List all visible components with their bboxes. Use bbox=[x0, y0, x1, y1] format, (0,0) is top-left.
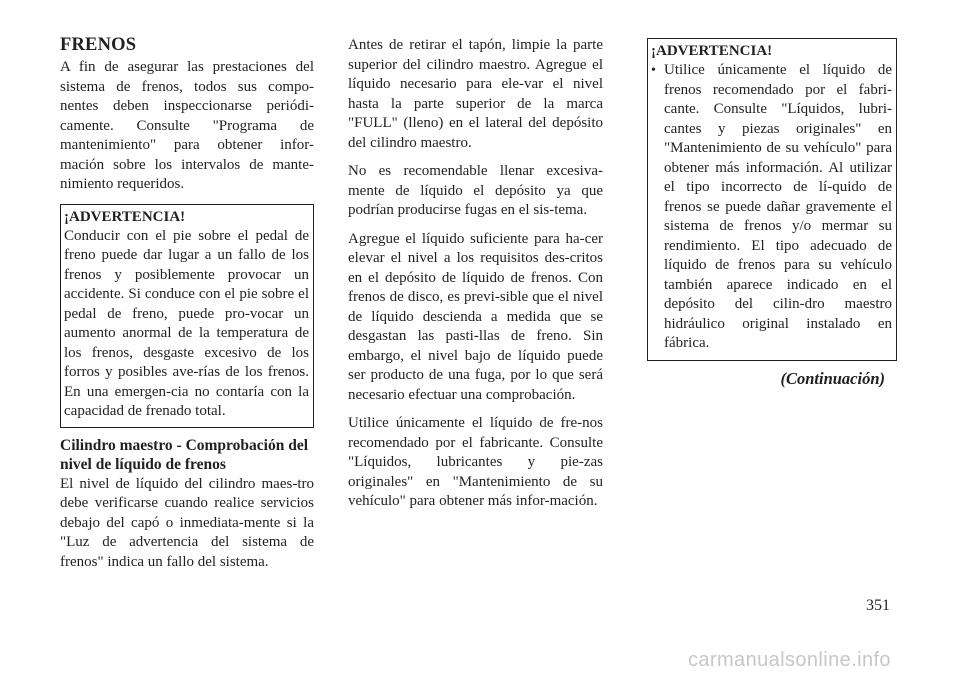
warning-bullet-item bbox=[651, 61, 892, 354]
continuation-label: (Continuación) bbox=[780, 368, 885, 388]
warning-box bbox=[60, 204, 314, 428]
left-column bbox=[60, 34, 314, 581]
intro-paragraph: A fin de asegurar las prestaciones del sistema de frenos, todos sus compo-nentes deben inspeccionarse periódi-camente. Consulte "Programa de mantenimiento" para obtener infor-mación sobre los intervalos de mante-nimiento requeridos. bbox=[60, 59, 314, 192]
warning-text: Conducir con el pie sobre el pedal de freno puede dar lugar a un fallo de los frenos y posiblemente provocar un accidente. Si conduce con el pie sobre el pedal de freno, puede pro-vocar un aumento anormal de la temperatura de los frenos, desgaste excesivo de los forros y posibles ave-rías de los frenos. En una emergen-cia no contaría con la capacidad de frenado total. bbox=[64, 227, 309, 419]
paragraph-recommended-fluid: Utilice únicamente el líquido de fre-nos recomendado por el fabricante. Consulte "Líquidos, lubricantes y pie-zas originales" en "Mantenimiento de su vehículo" para obtener más infor-mación. bbox=[348, 415, 603, 509]
warning-box bbox=[647, 38, 897, 361]
middle-column bbox=[348, 36, 603, 521]
master-cylinder-paragraph: El nivel de líquido del cilindro maes-tro debe verificarse cuando realice servicios debajo del capó o inmediata-mente si la "Luz de advertencia del sistema de frenos" indica un fallo del sistema. bbox=[60, 475, 314, 570]
page-number: 351 bbox=[866, 597, 890, 614]
paragraph-cap-cleaning: Antes de retirar el tapón, limpie la parte superior del cilindro maestro. Agregue el líquido necesario para ele-var el nivel hasta la parte superior de la marca "FULL" (lleno) en el lateral del depósito del cilindro maestro. bbox=[348, 37, 603, 151]
warning-title: ¡ADVERTENCIA! bbox=[64, 208, 186, 225]
right-column bbox=[647, 38, 897, 388]
warning-bullet-text: Utilice únicamente el líquido de frenos recomendado por el fabri-cante. Consulte "Líquidos, lubri-cantes y piezas originales" en "Mantenimiento de su vehículo" para obtener más información. Al utilizar el tipo incorrecto de lí-quido de frenos se puede dañar gravemente el sistema de frenos y/o mermar su rendimiento. El tipo adecuado de líquido de frenos para su vehículo también aparece indicado en el depósito del cilin-dro maestro hidráulico original instalado en fábrica. bbox=[664, 62, 892, 351]
section-title: FRENOS bbox=[60, 35, 137, 55]
bullet-icon: • bbox=[651, 63, 656, 78]
watermark: carmanualsonline.info bbox=[688, 649, 891, 671]
subheading: Cilindro maestro - Comprobación del nivel de líquido de frenos bbox=[60, 436, 309, 473]
paragraph-overfill: No es recomendable llenar excesiva-mente de líquido el depósito ya que podrían producirse fugas en el sis-tema. bbox=[348, 163, 603, 218]
warning-title: ¡ADVERTENCIA! bbox=[651, 43, 773, 59]
paragraph-fluid-level: Agregue el líquido suficiente para ha-cer elevar el nivel a los requisitos des-critos en el depósito de líquido de frenos. Con frenos de disco, es previ-sible que el nivel de líquido descienda a medida que se desgastan las pasti-llas de freno. Sin embargo, el nivel bajo de líquido puede ser producto de una fuga, por lo que será necesario efectuar una comprobación. bbox=[348, 230, 603, 403]
